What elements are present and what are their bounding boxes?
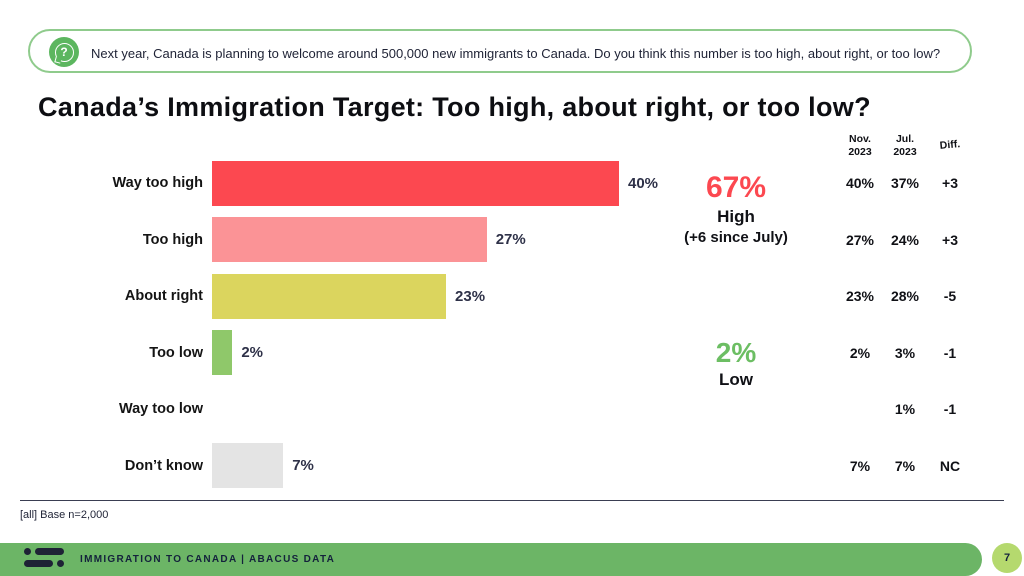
bar [212, 217, 487, 262]
footer-text: IMMIGRATION TO CANADA | ABACUS DATA [80, 554, 336, 565]
chart-row [20, 381, 670, 438]
table-header-cell: Jul. 2023 [893, 133, 917, 158]
category-label: Too low [149, 344, 203, 361]
table-header-cell: Diff. [939, 138, 961, 153]
table-cell: +3 [942, 231, 958, 248]
table-cell: 37% [890, 175, 920, 192]
question-mark-glyph: ? [55, 43, 74, 62]
chart-row [20, 155, 670, 212]
table-header-cell: Nov. 2023 [848, 133, 872, 158]
category-label: Way too high [112, 175, 203, 192]
chart-row [20, 268, 670, 325]
table-cell: -1 [943, 401, 957, 418]
category-label: About right [124, 288, 203, 305]
question-banner [28, 29, 972, 73]
low-summary-label: Low [719, 370, 753, 390]
low-summary [660, 338, 812, 390]
table-row [836, 325, 974, 382]
table-cell: 24% [890, 231, 920, 248]
table-cell: 28% [890, 288, 920, 305]
high-summary-label: High [717, 206, 755, 226]
table-cell: -1 [943, 344, 957, 361]
table-cell: 23% [845, 288, 875, 305]
category-label: Way too low [118, 401, 203, 418]
high-summary-note: (+6 since July) [684, 228, 788, 246]
table-row [836, 212, 974, 269]
value-label: 27% [495, 231, 526, 249]
table-cell: 2% [849, 344, 871, 361]
bar [212, 330, 232, 375]
base-note: [all] Base n=2,000 [20, 509, 109, 521]
table-row [836, 268, 974, 325]
table-cell: 27% [845, 231, 875, 248]
chart-row [20, 325, 670, 382]
table-cell: -5 [943, 288, 957, 305]
bar [212, 274, 446, 319]
footer-bar [0, 543, 982, 576]
table-cell: 3% [894, 344, 916, 361]
table-row [836, 381, 974, 438]
bar [212, 443, 283, 488]
category-label: Too high [142, 231, 203, 248]
table-cell: 7% [894, 457, 916, 474]
category-label: Don’t know [124, 457, 203, 474]
low-summary-value: 2% [715, 337, 757, 368]
table-cell: 1% [894, 401, 916, 418]
table-cell: 7% [849, 457, 871, 474]
table-cell: +3 [942, 175, 958, 192]
value-label: 23% [455, 287, 486, 305]
bar-chart [20, 155, 670, 494]
table-cell: NC [939, 457, 961, 474]
chart-row [20, 438, 670, 495]
divider-line [20, 500, 1004, 501]
chart-row [20, 212, 670, 269]
page-title: Canada’s Immigration Target: Too high, about right, or too low? [38, 92, 871, 122]
question-speech-bubble-icon [49, 37, 79, 67]
high-summary [660, 172, 812, 246]
page-number-badge: 7 [992, 543, 1022, 573]
bar [212, 161, 619, 206]
value-label: 40% [628, 174, 659, 192]
question-text: Next year, Canada is planning to welcome around 500,000 new immigrants to Canada. Do you think this number is too high, about right, or too low? [91, 45, 941, 61]
table-row [836, 155, 974, 212]
value-label: 7% [292, 457, 314, 475]
abacus-data-logo-icon [24, 548, 68, 570]
comparison-table [836, 155, 974, 494]
table-row [836, 438, 974, 495]
table-cell: 40% [845, 175, 875, 192]
high-summary-value: 67% [705, 171, 767, 204]
value-label: 2% [241, 344, 264, 362]
